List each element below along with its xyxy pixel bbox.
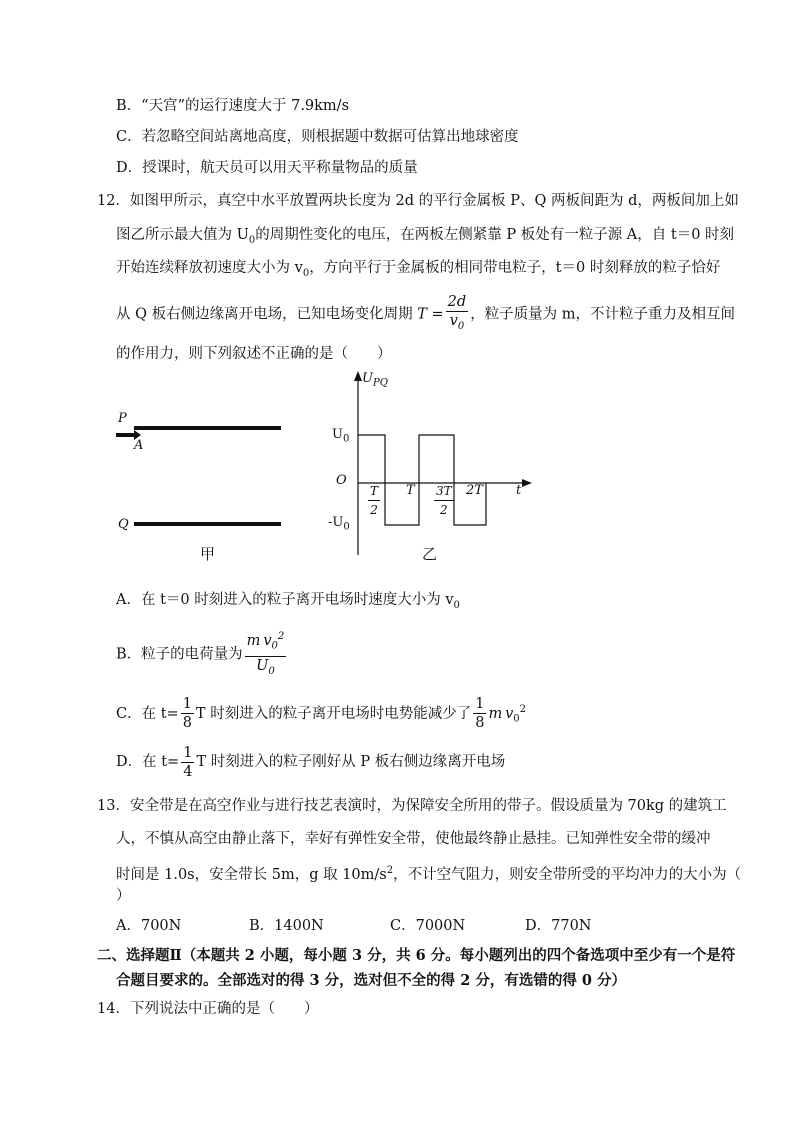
source-a-label: A	[134, 438, 144, 453]
source-arrow-icon	[116, 433, 136, 437]
origin-label: O	[336, 473, 347, 488]
q12-stem-line2: 图乙所示最大值为 $U_0$的周期性变化的电压，在两板左侧紧靠 P 板处有一粒子源 A，自 t＝0 时刻	[116, 227, 735, 246]
tick-3half-t: $\frac{3T}{2}$	[436, 484, 452, 517]
q11-option-c: C．若忽略空间站离地高度，则根据题中数据可估算出地球密度	[116, 129, 519, 145]
plate-p-label: P	[118, 411, 127, 426]
figure-yi-caption: 乙	[422, 545, 438, 563]
q13-stem-line2: 人，不慎从高空由静止落下，幸好有弹性安全带，使他最终静止悬挂。已知弹性安全带的缓冲	[116, 831, 711, 847]
q13-option-d: D．770N	[525, 918, 592, 934]
tick-2t: 2T	[466, 483, 483, 498]
q13-stem-line1: 13．安全带是在高空作业与进行技艺表演时，为保障安全所用的带子。假设质量为 70kg 的建筑工	[97, 798, 727, 814]
section2-heading-line2: 合题目要求的。全部选对的得 3 分，选对但不全的得 2 分，有选错的得 0 分）	[116, 972, 627, 989]
q12-option-d: D．在 t= $\frac{1}{4}$ T 时刻进入的粒子刚好从 P 板右侧边缘离开电场	[116, 744, 506, 780]
q13-stem-line4: ）	[116, 888, 131, 904]
t-axis-label: t	[516, 483, 522, 498]
axis-y-label: $U_{PQ}$	[362, 371, 388, 389]
q12-stem-line3: 开始连续释放初速度大小为 $v_0$，方向平行于金属板的相同带电粒子，t＝0 时刻释放的粒子恰好	[116, 260, 721, 279]
figure-yi	[320, 365, 540, 565]
q12-stem-line5: 的作用力，则下列叙述不正确的是（ ）	[116, 346, 392, 362]
q12-option-a: A．在 t＝0 时刻进入的粒子离开电场时速度大小为 $v_0$	[116, 592, 460, 611]
q12-option-c: C．在 t= $\frac{1}{8}$ T 时刻进入的粒子离开电场时电势能减少了 $\frac{1}{8}$ m $v_0^2$	[116, 696, 527, 732]
q13-stem-line3: 时间是 1.0s，安全带长 5m，g 取 $10m/s^2$，不计空气阻力，则安全带所受的平均冲力的大小为（	[116, 865, 742, 883]
tick-t: T	[406, 483, 415, 498]
plate-q-label: Q	[118, 517, 129, 532]
q13-option-b: B．1400N	[249, 918, 324, 934]
q14-stem-line1: 14．下列说法中正确的是（ ）	[97, 1001, 319, 1017]
figure-jia-caption: 甲	[200, 545, 216, 563]
plate-q	[134, 522, 281, 526]
q11-option-d: D．授课时，航天员可以用天平称量物品的质量	[116, 160, 418, 176]
q11-option-b: B．“天宫”的运行速度大于 7.9km/s	[116, 98, 350, 114]
q13-option-c: C．7000N	[390, 918, 466, 934]
voltage-graph	[320, 365, 540, 565]
plate-p	[134, 426, 281, 430]
q12-stem-line1: 12．如图甲所示，真空中水平放置两块长度为 2d 的平行金属板 P、Q 两板间距为 d，两板间加上如	[97, 193, 739, 209]
q13-option-a: A．700N	[116, 918, 182, 934]
q12-stem-line4: 从 Q 板右侧边缘离开电场，已知电场变化周期 T = $\frac{2d}{v_0}$ ，粒子质量为 m，不计粒子重力及相互间	[116, 294, 736, 332]
figure-jia	[110, 405, 290, 565]
y-axis-arrow-icon	[354, 371, 362, 381]
q12-option-b: B．粒子的电荷量为 $\frac{m v_0^2}{U_0}$	[116, 628, 288, 681]
t-axis-arrow-icon	[522, 479, 532, 487]
tick-half-t: $\frac{T}{2}$	[370, 484, 379, 517]
neg-u0-label: $-U_0$	[328, 515, 350, 533]
u0-label: $U_0$	[332, 427, 350, 445]
section2-heading-line1: 二、选择题Ⅱ（本题共 2 小题，每小题 3 分，共 6 分。每小题列出的四个备选项中至少有一个是符	[97, 947, 736, 964]
